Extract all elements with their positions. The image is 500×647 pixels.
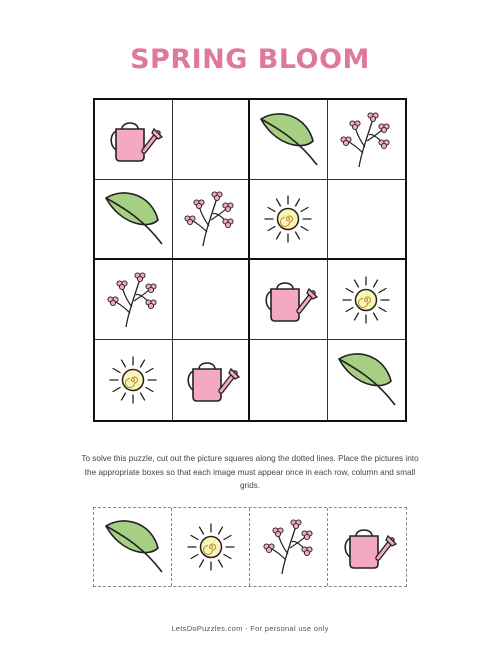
cutout-piece[interactable] [172,508,250,586]
sun-icon [100,347,166,413]
grid-cell[interactable] [173,340,251,420]
cutout-piece[interactable] [250,508,328,586]
leaf-icon [100,514,166,580]
grid-cell[interactable] [328,100,406,180]
grid-cell[interactable] [95,260,173,340]
watering-can-icon [334,514,400,580]
grid-cell[interactable] [250,180,328,260]
sun-icon [255,186,321,252]
flower-icon [333,107,399,173]
flower-icon [100,267,166,333]
footer-text: LetsDoPuzzles.com - For personal use only [171,624,329,633]
instructions-text: To solve this puzzle, cut out the picture squares along the dotted lines. Place the pictures into the appropriate boxes so that each image must appear once in each row, column and small grids. [81,454,419,490]
grid-cell[interactable] [173,180,251,260]
sudoku-grid [93,98,407,422]
grid-cell[interactable] [95,180,173,260]
watering-can-icon [177,347,243,413]
grid-cell[interactable] [95,100,173,180]
cutout-pieces-strip [93,507,407,587]
flower-icon [177,186,243,252]
cutout-piece[interactable] [328,508,406,586]
sun-icon [178,514,244,580]
grid-cell[interactable] [95,340,173,420]
grid-cell[interactable] [250,340,328,420]
grid-cell[interactable] [328,180,406,260]
grid-cell[interactable] [250,260,328,340]
grid-cell[interactable] [328,340,406,420]
grid-cell[interactable] [173,100,251,180]
grid-cell[interactable] [328,260,406,340]
cutout-piece[interactable] [94,508,172,586]
grid-cell[interactable] [250,100,328,180]
page-title: SPRING BLOOM [130,44,370,75]
leaf-icon [100,186,166,252]
watering-can-icon [100,107,166,173]
leaf-icon [255,107,321,173]
sun-icon [333,267,399,333]
grid-cell[interactable] [173,260,251,340]
watering-can-icon [255,267,321,333]
leaf-icon [333,347,399,413]
flower-icon [256,514,322,580]
